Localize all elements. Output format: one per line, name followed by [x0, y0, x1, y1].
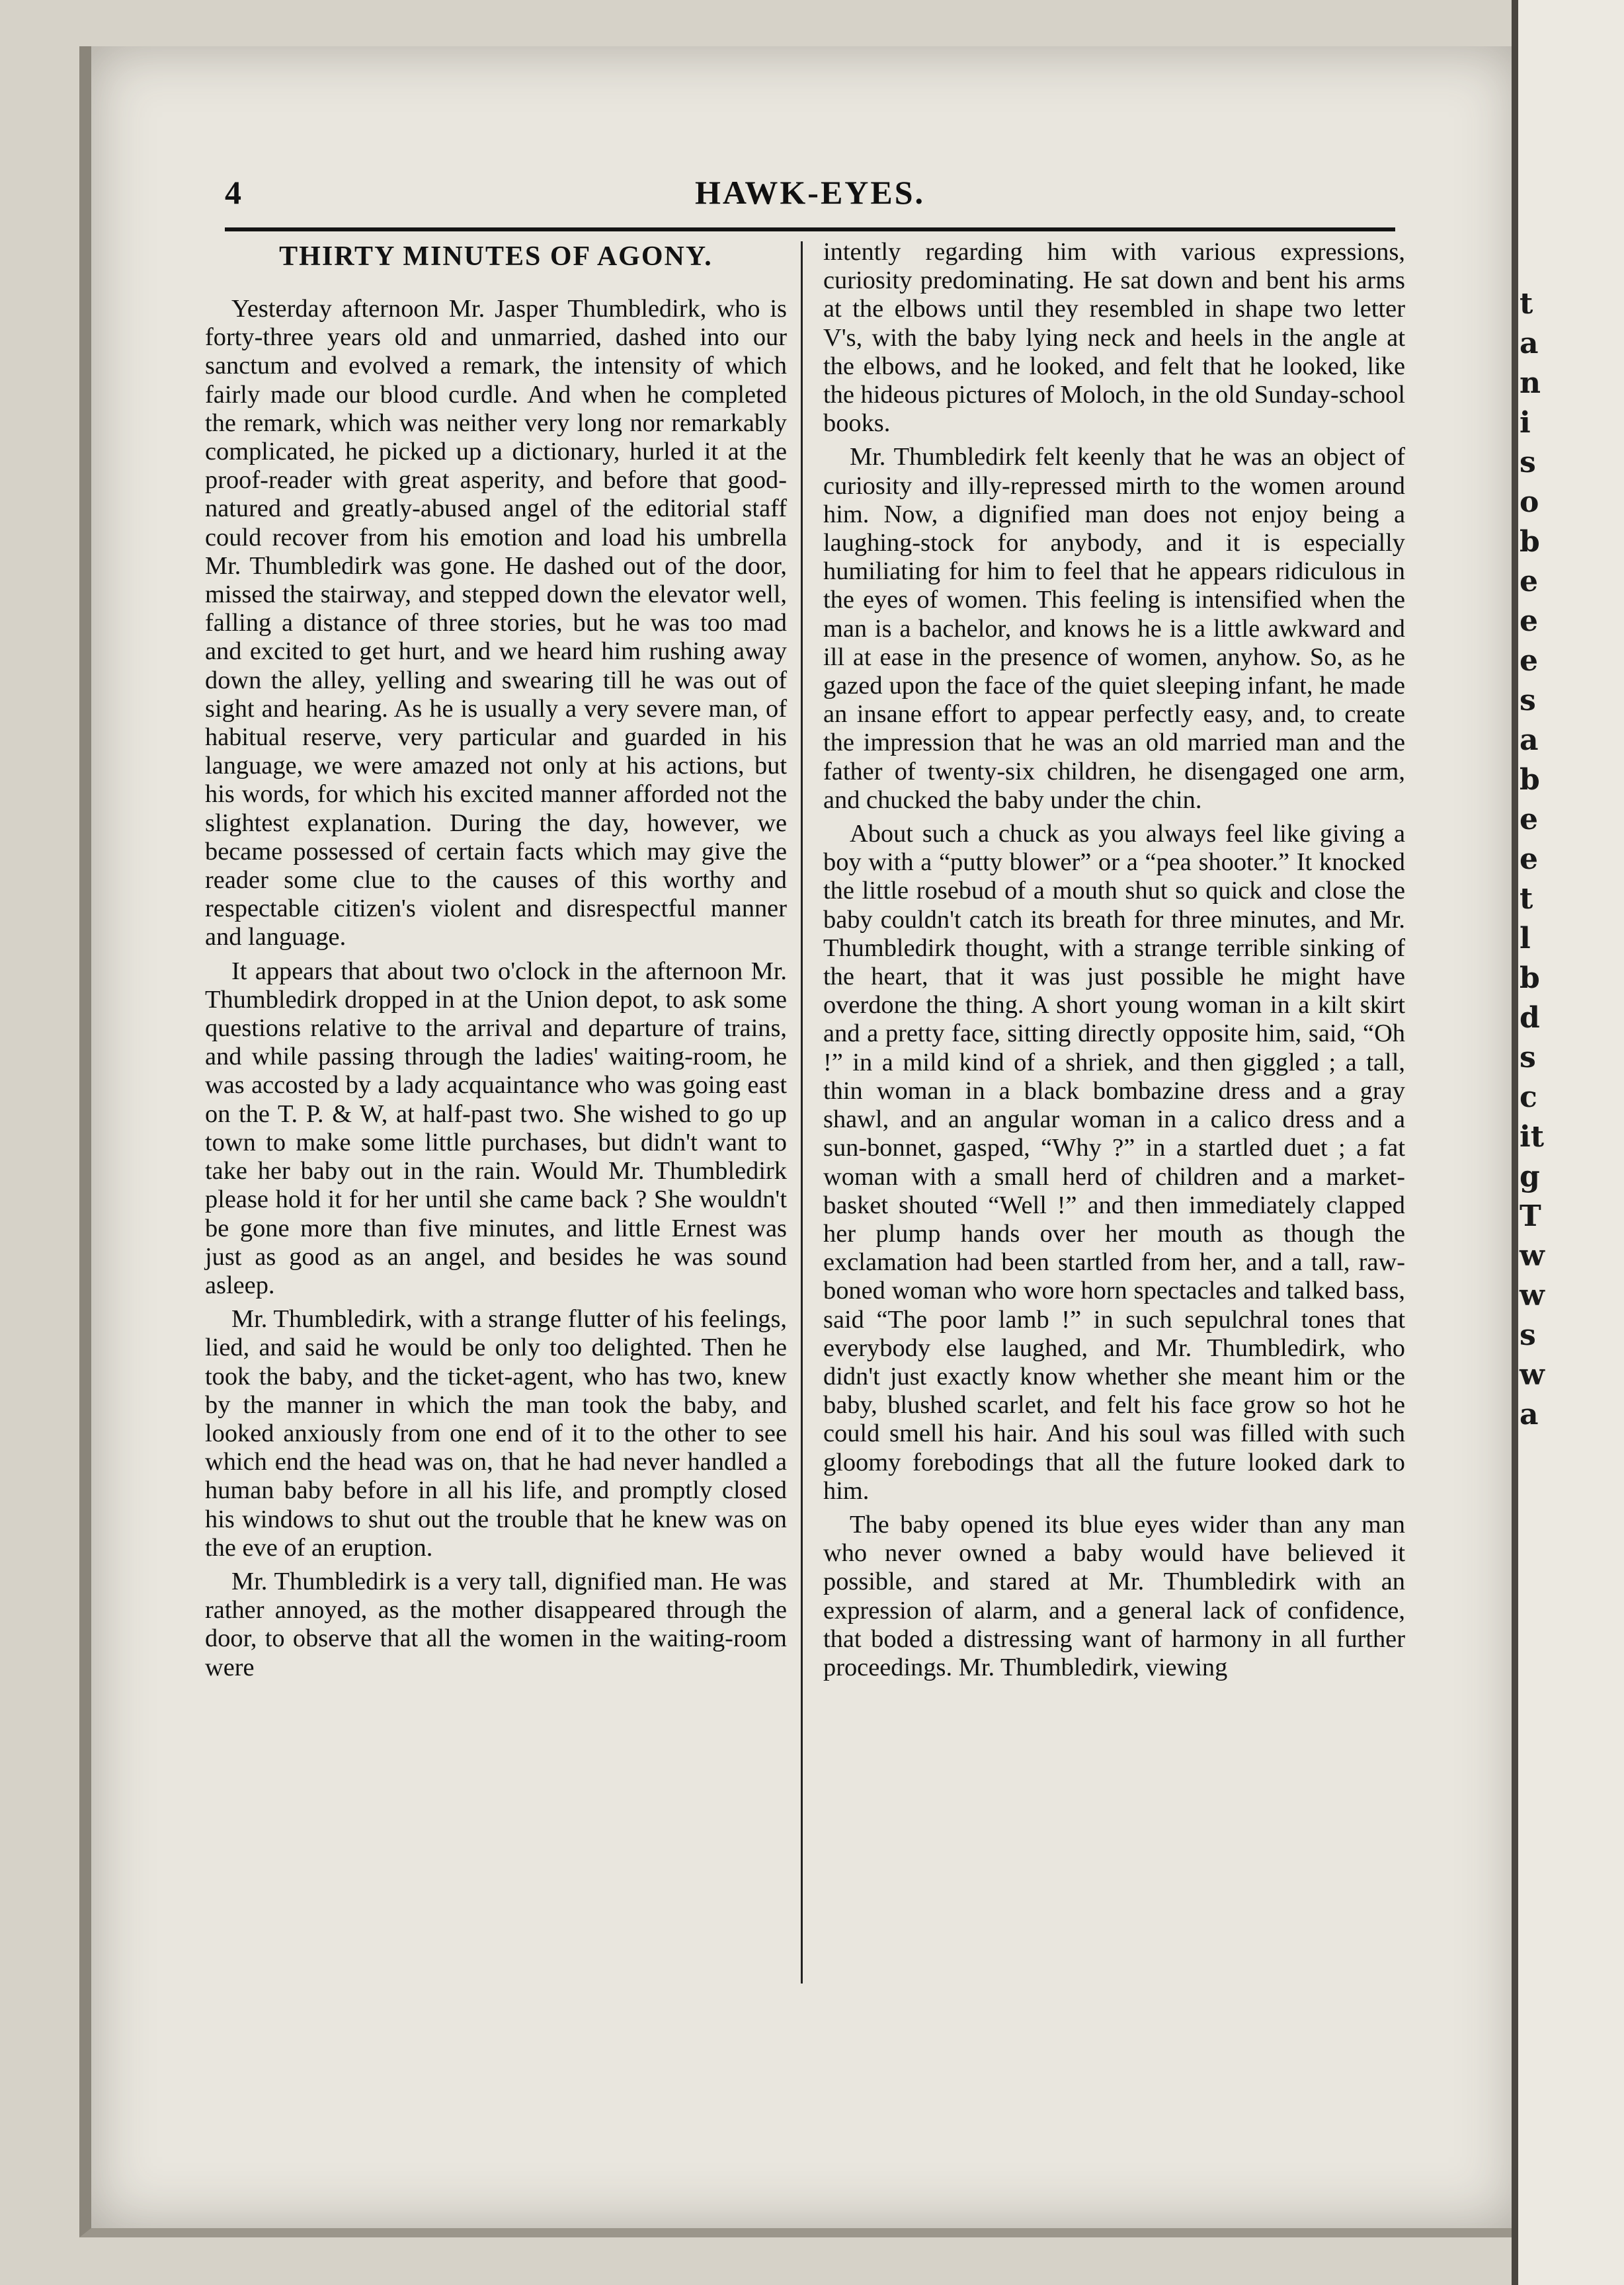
adjacent-page-fragment: o — [1520, 485, 1539, 519]
adjacent-page-fragment: b — [1520, 961, 1540, 995]
adjacent-page-fragment: t — [1520, 882, 1533, 916]
adjacent-page-fragment: i — [1520, 406, 1531, 440]
article-title: THIRTY MINUTES OF AGONY. — [279, 241, 713, 272]
adjacent-page-fragment: a — [1520, 327, 1539, 360]
adjacent-page-fragment: s — [1520, 446, 1536, 479]
adjacent-page-fragment: w — [1520, 1279, 1545, 1312]
adjacent-page-text — [1520, 284, 1624, 1435]
article-paragraph: Yesterday afternoon Mr. Jasper Thumbledirk, who is forty-three years old and unmarried, dashed into our sanctum and evolved a remark, the intensity of which fairly made our blood curdle. And when he completed the remark, which was neither very long nor remarkably complicated, he picked up a dictionary, hurled it at the proof-reader with great asperity, and before that good-natured and greatly-abused angel of the editorial staff could recover from his emotion and load his umbrella Mr. Thumbledirk was gone. He dashed out of the door, missed the stairway, and stepped down the elevator well, falling a distance of three stories, but he was too mad and excited to get hurt, and we heard him rushing away down the alley, yelling and swearing till he was out of sight and hearing. As he is usually a very severe man, of habitual reserve, very particular and guarded in his language, we were amazed not only at his actions, but his words, for which his excited manner afforded not the slightest explanation. During the day, however, we became possessed of certain facts which may give the reader some clue to the causes of this worthy and respectable citizen's violent and disrespectful manner and language. — [205, 295, 787, 951]
adjacent-page-fragment: n — [1520, 366, 1541, 400]
header-rule — [225, 227, 1395, 231]
adjacent-page-fragment: g — [1520, 1160, 1540, 1193]
adjacent-page-fragment: s — [1520, 1318, 1536, 1352]
adjacent-page-fragment: w — [1520, 1239, 1545, 1273]
column-divider — [801, 241, 803, 1984]
article-paragraph: Mr. Thumbledirk, with a strange flutter of his feelings, lied, and said he would be only too delighted. Then he took the baby, and the ticket-agent, who has two, knew by the manner in which the man took the baby, and looked anxiously from one end of it to the other to see which end the head was on, that he had never handled a human baby before in all his life, and promptly closed his windows to shut out the trouble that he knew was on the eve of an eruption. — [205, 1305, 787, 1562]
adjacent-page-fragment: e — [1520, 604, 1538, 638]
adjacent-page-edge — [1512, 0, 1624, 2285]
adjacent-page-fragment: c — [1520, 1080, 1537, 1114]
adjacent-page-fragment: e — [1520, 803, 1538, 836]
adjacent-page-fragment: s — [1520, 684, 1536, 717]
adjacent-page-fragment: a — [1520, 723, 1539, 757]
adjacent-page-fragment: a — [1520, 1398, 1539, 1431]
adjacent-page-fragment: b — [1520, 763, 1540, 797]
adjacent-page-fragment: b — [1520, 525, 1540, 559]
article-paragraph: Mr. Thumbledirk felt keenly that he was an object of curiosity and illy-repressed mirth to the women around him. Now, a dignified man does not enjoy being a laughing-stock for anybody, and it is especially humiliating for him to feel that he appears ridiculous in the eyes of women. This feeling is intensified when the man is a bachelor, and knows he is a little awkward and ill at ease in the presence of women, anyhow. So, as he gazed upon the face of the quiet sleeping infant, he made an insane effort to appear perfectly easy, and, to create the impression that he was an old married man and the father of twenty-six children, he disengaged one arm, and chucked the baby under the chin. — [823, 443, 1405, 814]
adjacent-page-fragment: w — [1520, 1358, 1545, 1392]
article-paragraph: About such a chuck as you always feel like giving a boy with a “putty blower” or a “pea shooter.” It knocked the little rosebud of a mouth shut so quick and close the baby couldn't catch its breath for three minutes, and Mr. Thumbledirk thought, with a strange terrible sinking of the heart, that it was just possible he might have overdone the thing. A short young woman in a kilt skirt and a pretty face, sitting directly opposite him, said, “Oh !” in a mild kind of a shriek, and then giggled ; a tall, thin woman in a black bombazine dress and a gray shawl, and an angular woman in a calico dress and a sun-bonnet, gasped, “Why ?” in a startled duet ; a fat woman with a small herd of children and a market-basket shouted “Well !” and then immediately clapped her plump hands over her mouth as though the exclamation had been startled from her, and a tall, raw-boned woman who wore horn spectacles and talked bass, said “The poor lamb !” in such sepulchral tones that everybody else laughed, and Mr. Thumbledirk, who didn't just exactly know whether she meant him or the baby, blushed scarlet, and felt his face grow so hot he could smell his hair. And his soul was filled with such gloomy forebodings that all the future looked dark to him. — [823, 820, 1405, 1505]
left-column — [205, 238, 787, 1682]
running-head: HAWK-EYES. — [694, 174, 926, 211]
page-header — [225, 173, 1395, 226]
adjacent-page-fragment: e — [1520, 842, 1538, 876]
adjacent-page-fragment: t — [1520, 287, 1533, 321]
adjacent-page-fragment: l — [1520, 922, 1531, 955]
article-paragraph-continued: intently regarding him with various expressions, curiosity predominating. He sat down and bent his arms at the elbows until they resembled in shape two letter V's, with the baby lying neck and heels in the angle at the elbows, and he looked, and felt that he looked, like the hideous pictures of Moloch, in the old Sunday-school books. — [823, 238, 1405, 438]
right-column — [823, 238, 1405, 1682]
adjacent-page-fragment: T — [1520, 1199, 1541, 1233]
page-number: 4 — [225, 174, 241, 211]
adjacent-page-fragment: s — [1520, 1041, 1536, 1074]
adjacent-page-fragment: d — [1520, 1001, 1540, 1035]
article-paragraph: Mr. Thumbledirk is a very tall, dignified man. He was rather annoyed, as the mother disappeared through the door, to observe that all the women in the waiting-room were — [205, 1567, 787, 1681]
adjacent-page-fragment: it — [1520, 1120, 1545, 1154]
adjacent-page-fragment: e — [1520, 644, 1538, 678]
adjacent-page-fragment: e — [1520, 565, 1538, 598]
article-paragraph: It appears that about two o'clock in the afternoon Mr. Thumbledirk dropped in at the Union depot, to ask some questions relative to the arrival and departure of trains, and while passing through the ladies' waiting-room, he was accosted by a lady acquaintance who was going east on the T. P. & W, at half-past two. She wished to go up town to make some little purchases, but didn't want to take her baby out in the rain. Would Mr. Thumbledirk please hold it for her until she came back ? She wouldn't be gone more than five minutes, and little Ernest was just as good as an angel, and besides he was sound asleep. — [205, 957, 787, 1299]
article-paragraph: The baby opened its blue eyes wider than any man who never owned a baby would have believed it possible, and stared at Mr. Thumbledirk with an expression of alarm, and a general lack of confidence, that boded a distressing want of harmony in all further proceedings. Mr. Thumbledirk, viewing — [823, 1510, 1405, 1681]
